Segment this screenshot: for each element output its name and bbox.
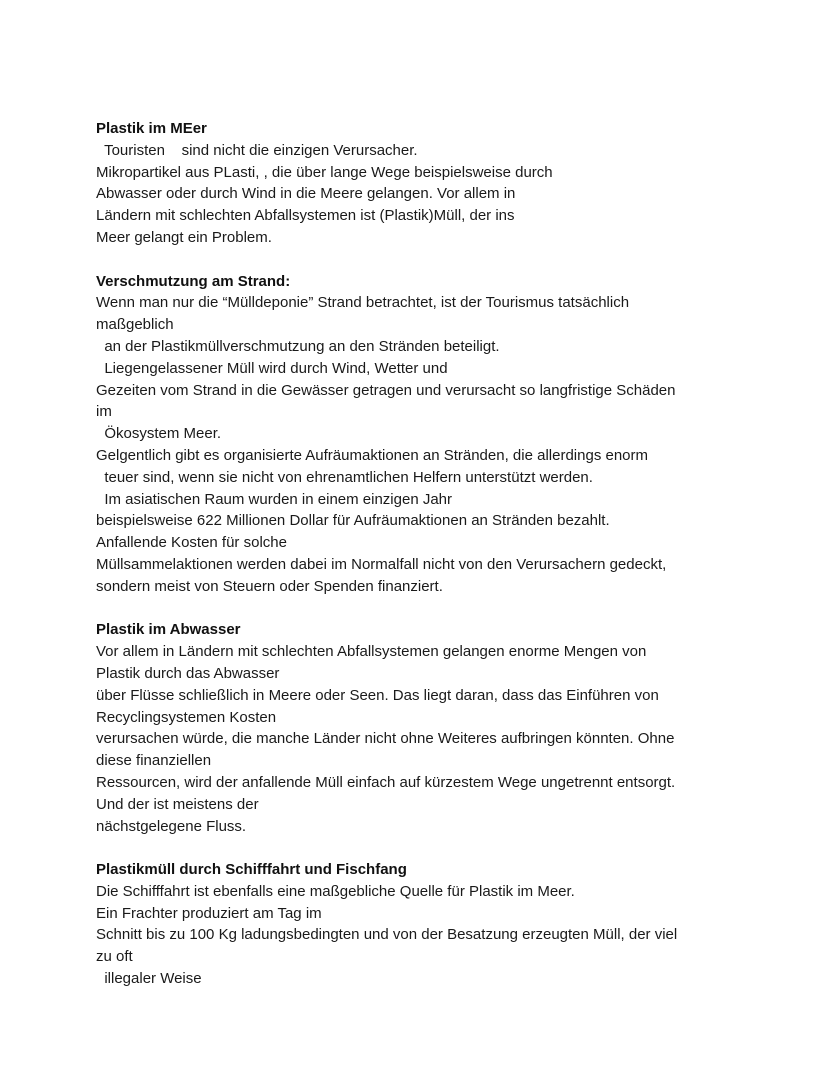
paragraph-line: Plastik durch das Abwasser xyxy=(96,664,280,682)
paragraph-line: Schnitt bis zu 100 Kg ladungsbedingten und von der Besatzung erzeugten Müll, der viel xyxy=(96,926,678,944)
paragraph-line: im xyxy=(96,403,112,421)
paragraph-line: Liegengelassener Müll wird durch Wind, Wetter und xyxy=(96,359,448,377)
paragraph-line: nächstgelegene Fluss. xyxy=(96,817,247,835)
document-body xyxy=(96,118,756,1012)
paragraph-line: verursachen würde, die manche Länder nicht ohne Weiteres aufbringen könnten. Ohne xyxy=(96,730,675,748)
paragraph-line: Meer gelangt ein Problem. xyxy=(96,228,272,246)
paragraph-line: Wenn man nur die “Mülldeponie” Strand betrachtet, ist der Tourismus tatsächlich xyxy=(96,294,630,312)
paragraph-line: sondern meist von Steuern oder Spenden finanziert. xyxy=(96,577,443,595)
section-heading: Verschmutzung am Strand: xyxy=(96,272,291,290)
paragraph-line: Ökosystem Meer. xyxy=(96,425,222,443)
paragraph-line: Die Schifffahrt ist ebenfalls eine maßgebliche Quelle für Plastik im Meer. xyxy=(96,882,575,900)
paragraph-line: teuer sind, wenn sie nicht von ehrenamtlichen Helfern unterstützt werden. xyxy=(96,468,593,486)
paragraph-line: Touristen sind nicht die einzigen Verursacher. xyxy=(96,141,418,159)
paragraph-line: Anfallende Kosten für solche xyxy=(96,534,287,552)
document-section xyxy=(96,271,756,598)
paragraph-line: an der Plastikmüllverschmutzung an den Stränden beteiligt. xyxy=(96,337,500,355)
paragraph-line: Und der ist meistens der xyxy=(96,795,259,813)
paragraph-line: zu oft xyxy=(96,948,133,966)
paragraph-line: Vor allem in Ländern mit schlechten Abfallsystemen gelangen enorme Mengen von xyxy=(96,643,647,661)
section-heading: Plastik im MEer xyxy=(96,120,207,137)
paragraph-line: Ländern mit schlechten Abfallsystemen ist (Plastik)Müll, der ins xyxy=(96,207,515,225)
document-section xyxy=(96,118,756,249)
paragraph-line: Recyclingsystemen Kosten xyxy=(96,708,277,726)
paragraph-line: Müllsammelaktionen werden dabei im Normalfall nicht von den Verursachern gedeckt, xyxy=(96,555,667,573)
paragraph-line: Gelgentlich gibt es organisierte Aufräumaktionen an Stränden, die allerdings enorm xyxy=(96,446,648,464)
paragraph-line: Mikropartikel aus PLasti, , die über lange Wege beispielsweise durch xyxy=(96,163,553,181)
document-section xyxy=(96,619,756,837)
paragraph-line: über Flüsse schließlich in Meere oder Seen. Das liegt daran, dass das Einführen von xyxy=(96,686,659,704)
paragraph-line: maßgeblich xyxy=(96,316,174,334)
paragraph-line: beispielsweise 622 Millionen Dollar für Aufräumaktionen an Stränden bezahlt. xyxy=(96,512,610,530)
paragraph-line: diese finanziellen xyxy=(96,752,212,770)
paragraph-line: Ein Frachter produziert am Tag im xyxy=(96,904,322,922)
paragraph-line: Gezeiten vom Strand in die Gewässer getragen und verursacht so langfristige Schäden xyxy=(96,381,676,399)
section-heading: Plastik im Abwasser xyxy=(96,621,241,639)
document-section xyxy=(96,859,756,990)
paragraph-line: illegaler Weise xyxy=(96,970,202,988)
paragraph-line: Ressourcen, wird der anfallende Müll einfach auf kürzestem Wege ungetrennt entsorgt. xyxy=(96,773,676,791)
section-heading: Plastikmüll durch Schifffahrt und Fischfang xyxy=(96,861,407,879)
paragraph-line: Im asiatischen Raum wurden in einem einzigen Jahr xyxy=(96,490,453,508)
paragraph-line: Abwasser oder durch Wind in die Meere gelangen. Vor allem in xyxy=(96,185,516,203)
